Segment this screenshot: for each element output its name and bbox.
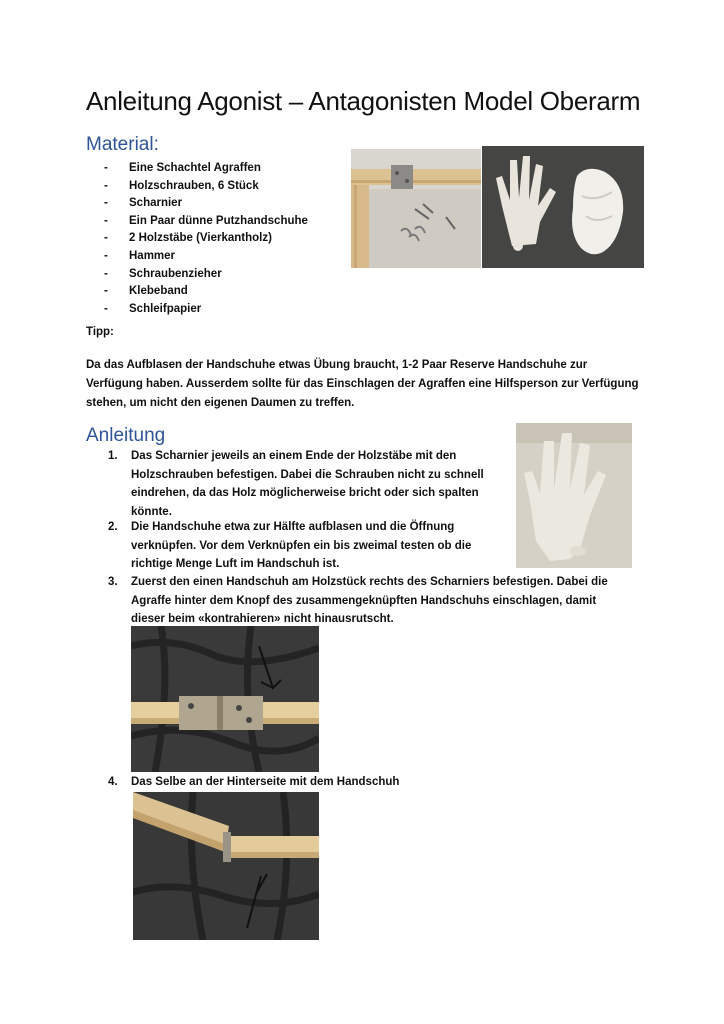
list-item: - Scharnier [104,197,183,210]
material-list [104,160,308,318]
list-item: - 2 Holzstäbe (Vierkantholz) [104,232,272,245]
photo-wood-hinge-screws [351,149,481,268]
photo-hinge-on-tiles [131,626,319,772]
document-title: Anleitung Agonist – Antagonisten Model Oberarm [86,86,641,116]
list-item: - Ein Paar dünne Putzhandschuhe [104,214,308,227]
photo-hinge-back-side [133,792,319,940]
tip-label: Tipp: [86,326,114,338]
photo-gloves [482,146,644,268]
list-item: - Schleifpapier [104,302,202,315]
photo-inflated-glove [516,423,632,568]
list-item: - Holzschrauben, 6 Stück [104,179,259,192]
instructions-heading: Anleitung [86,425,166,446]
list-item: - Eine Schachtel Agraffen [104,162,261,174]
list-item: - Hammer [104,249,176,262]
tip-text: Da das Aufblasen der Handschuhe etwas Übung braucht, 1-2 Paar Reserve Handschuhe zur Verfügung haben. Ausserdem sollte für das Einschlagen der Agraffen eine Hilfsperson zur Verfügung stehen, um nicht den eigenen Daumen zu treffen. [86,359,639,409]
list-item: - Schraubenzieher [104,267,222,280]
list-item: - Klebeband [104,285,188,298]
material-heading: Material: [86,134,159,155]
